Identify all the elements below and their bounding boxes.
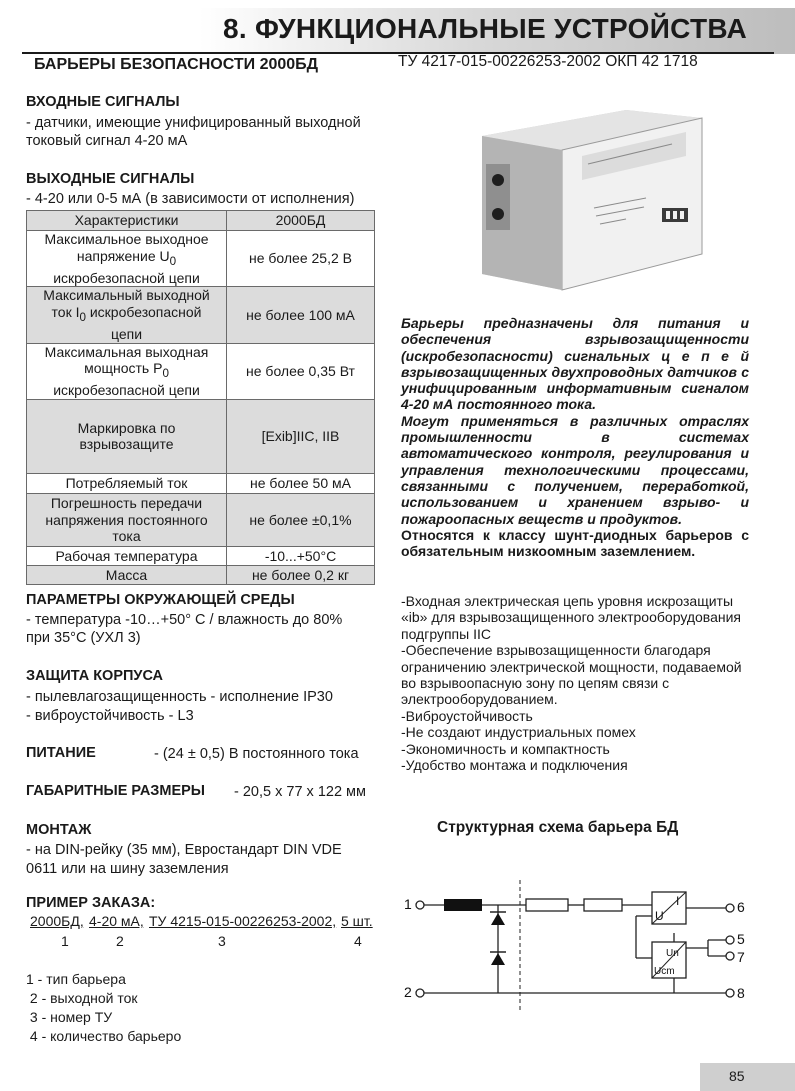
table-cell-label: Погрешность передачи напряжения постоянного тока: [27, 493, 227, 546]
table-cell-label: Потребляемый ток: [27, 473, 227, 493]
description-purpose: Барьеры предназначены для питания и обеспечения взрывозащищенности (искробезопасности) сигнальных ц е п е й взрывозащищенных двухпроводных датчиков с унифицированным информативным сигналом 4-20 мА постоянного тока.: [401, 315, 749, 413]
legend-item: 3 - номер ТУ: [26, 1009, 113, 1025]
legend-item: 1 - тип барьера: [26, 971, 126, 987]
table-cell-label: Максимальный выходной ток $I_0$ искробезопасной цепи: [27, 287, 227, 343]
list-item: -Не создают индустриальных помех: [401, 724, 636, 741]
power-value: - (24 ± 0,5) В постоянного тока: [154, 746, 359, 762]
description-class: Относятся к классу шунт-диодных барьеров с обязательным низкоомным заземлением.: [401, 526, 749, 560]
pin-label-2: 2: [404, 984, 412, 1000]
pin-label-1: 1: [404, 896, 412, 912]
page-number: 85: [729, 1068, 745, 1084]
table-header-row: [27, 211, 375, 231]
list-item: -Входная электрическая цепь уровня искрозащиты «ib» для взрывозащищенного электрооборудования подгруппы IIC: [401, 593, 742, 642]
page-number-bar: [700, 1063, 795, 1091]
table-cell-value: не более 25,2 В: [227, 231, 375, 287]
power-heading: ПИТАНИЕ: [26, 745, 96, 761]
table-cell-value: не более ±0,1%: [227, 493, 375, 546]
pin-label-8: 8: [737, 985, 745, 1001]
product-photo: [476, 96, 704, 292]
table-cell-label: Маркировка по взрывозащите: [27, 399, 227, 473]
table-cell-value: [Exib]IIC, IIB: [227, 399, 375, 473]
pin-label-6: 6: [737, 899, 745, 915]
list-item: -Удобство монтажа и подключения: [401, 757, 628, 774]
table-cell-value: -10...+50°С: [227, 546, 375, 565]
table-row: [27, 287, 375, 343]
table-cell-label: Масса: [27, 565, 227, 584]
order-num-3: 3: [218, 933, 226, 949]
table-cell-value: не более 0,2 кг: [227, 565, 375, 584]
table-row: [27, 493, 375, 546]
fuse-icon: [444, 899, 482, 911]
terminal-8-icon: [726, 989, 734, 997]
tu-code: ТУ 4217-015-00226253-2002 ОКП 42 1718: [398, 53, 698, 70]
terminal-1-icon: [416, 901, 424, 909]
resistor-1-icon: [526, 899, 568, 911]
protection-heading: ЗАЩИТА КОРПУСА: [26, 668, 164, 684]
schema-diagram: [398, 878, 758, 1018]
table-row: [27, 473, 375, 493]
mount-heading: МОНТАЖ: [26, 822, 92, 838]
table-row: [27, 546, 375, 565]
table-row: [27, 343, 375, 399]
env-text-1: - температура -10…+50° С / влажность до 80%: [26, 612, 343, 628]
terminal-6-icon: [726, 904, 734, 912]
order-part-signal: 4-20 мА,: [89, 913, 144, 929]
mount-text-1: - на DIN-рейку (35 мм), Евростандарт DIN VDE: [26, 842, 342, 858]
table-row: [27, 399, 375, 473]
diode-2-icon: [491, 953, 505, 965]
order-part-qty: 5 шт.: [341, 913, 373, 929]
converter-ui-label-u: U: [655, 909, 664, 923]
env-heading: ПАРАМЕТРЫ ОКРУЖАЮЩЕЙ СРЕДЫ: [26, 592, 295, 608]
terminal-7-icon: [726, 952, 734, 960]
spec-table: [26, 210, 375, 585]
converter-un-label: Un: [666, 948, 679, 959]
outputs-heading: ВЫХОДНЫЕ СИГНАЛЫ: [26, 171, 195, 187]
env-text-2: при 35°С (УХЛ 3): [26, 630, 141, 646]
terminal-5-icon: [726, 936, 734, 944]
list-item: -Экономичность и компактность: [401, 740, 610, 757]
order-num-2: 2: [116, 933, 124, 949]
resistor-2-icon: [584, 899, 622, 911]
legend-item: 2 - выходной ток: [26, 990, 138, 1006]
converter-ucm-label: Ucm: [654, 966, 675, 977]
table-cell-label: Максимальная выходная мощность $P_0$ искробезопасной цепи: [27, 343, 227, 399]
description-usage: Могут применяться в различных отраслях промышленности в системах автоматического контроля, регулирования и управления технологическими процессами, связанными с получением, переработкой, использованием и хранением взрыво- и пожароопасных веществ и продуктов.: [401, 412, 749, 527]
pin-label-5: 5: [737, 931, 745, 947]
product-subtitle: БАРЬЕРЫ БЕЗОПАСНОСТИ 2000БД: [34, 56, 319, 73]
table-cell-label: Максимальное выходное напряжение $U_0$ искробезопасной цепи: [27, 231, 227, 287]
terminal-2-icon: [416, 989, 424, 997]
diode-1-icon: [491, 913, 505, 925]
order-part-tu: ТУ 4215-015-00226253-2002,: [149, 913, 337, 929]
protection-text-2: - виброустойчивость - L3: [26, 708, 194, 724]
inputs-heading: ВХОДНЫЕ СИГНАЛЫ: [26, 94, 180, 110]
table-cell-value: не более 0,35 Вт: [227, 343, 375, 399]
list-item: -Виброустойчивость: [401, 707, 533, 724]
table-head-characteristics: Характеристики: [27, 211, 227, 231]
description: [401, 315, 749, 559]
table-row: [27, 231, 375, 287]
outputs-text: - 4-20 или 0-5 мА (в зависимости от исполнения): [26, 191, 355, 207]
table-cell-value: не более 50 мА: [227, 473, 375, 493]
inputs-text-1: - датчики, имеющие унифицированный выходной: [26, 115, 361, 131]
table-head-model: 2000БД: [227, 211, 375, 231]
mount-text-2: 0611 или на шину заземления: [26, 861, 229, 877]
list-item: -Обеспечение взрывозащищенности благодаря ограничению электрической мощности, подаваемой во взрывоопасную зону по цепям связи с электрооборудованием.: [401, 642, 742, 708]
schema-title: Структурная схема барьера БД: [437, 819, 679, 836]
inputs-text-2: токовый сигнал 4-20 мА: [26, 133, 188, 149]
page-title: 8. ФУНКЦИОНАЛЬНЫЕ УСТРОЙСТВА: [222, 13, 747, 44]
dims-heading: ГАБАРИТНЫЕ РАЗМЕРЫ: [26, 783, 206, 799]
order-num-1: 1: [61, 933, 69, 949]
protection-text-1: - пылевлагозащищенность - исполнение IP30: [26, 689, 333, 705]
order-legend: [26, 970, 181, 1046]
order-part-type: 2000БД,: [30, 913, 84, 929]
legend-item: 4 - количество барьеро: [26, 1028, 182, 1044]
order-num-4: 4: [354, 933, 362, 949]
feature-list: [401, 593, 749, 773]
table-row: [27, 565, 375, 584]
converter-ui-label-i: I: [676, 894, 680, 908]
dims-value: - 20,5 х 77 х 122 мм: [234, 784, 366, 800]
table-cell-value: не более 100 мА: [227, 287, 375, 343]
pin-label-7: 7: [737, 949, 745, 965]
table-cell-label: Рабочая температура: [27, 546, 227, 565]
order-heading: ПРИМЕР ЗАКАЗА:: [26, 895, 156, 911]
